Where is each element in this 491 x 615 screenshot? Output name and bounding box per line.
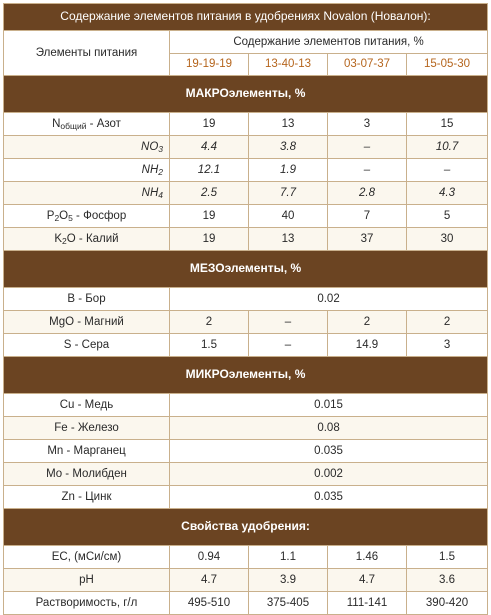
table-cell: 1.9 <box>249 159 328 182</box>
meso-section-title: МЕЗОэлементы, % <box>4 251 488 288</box>
content-header: Содержание элементов питания, % <box>170 31 488 54</box>
table-cell: 19 <box>170 205 249 228</box>
table-title: Содержание элементов питания в удобрениях Novalon (Новалон): <box>4 4 488 31</box>
table-cell: 4.3 <box>407 182 488 205</box>
table-cell: – <box>249 334 328 357</box>
sulfur-label: S - Сера <box>4 334 170 357</box>
elements-header: Элементы питания <box>4 31 170 76</box>
table-cell: 13 <box>249 113 328 136</box>
table-cell: 3.8 <box>249 136 328 159</box>
table-cell: 4.4 <box>170 136 249 159</box>
table-cell: 13 <box>249 228 328 251</box>
table-cell: 14.9 <box>328 334 407 357</box>
table-cell: – <box>407 159 488 182</box>
table-cell: 3.6 <box>407 569 488 592</box>
ec-label: EC, (мСи/см) <box>4 546 170 569</box>
table-cell: 5 <box>407 205 488 228</box>
properties-section-title: Свойства удобрения: <box>4 509 488 546</box>
grade-header: 19-19-19 <box>170 54 249 76</box>
potassium-label: $K_2O$ - Калий <box>4 228 170 251</box>
table-cell: 0.94 <box>170 546 249 569</box>
table-cell: 390-420 <box>407 592 488 615</box>
table-row <box>4 569 488 592</box>
table-cell: 375-405 <box>249 592 328 615</box>
table-row <box>4 592 488 615</box>
table-cell: – <box>328 159 407 182</box>
table-cell: 1.5 <box>407 546 488 569</box>
table-cell: 40 <box>249 205 328 228</box>
table-row <box>4 182 488 205</box>
molybdenum-label: Mo - Молибден <box>4 463 170 486</box>
table-cell: 0.035 <box>170 440 488 463</box>
phosphorus-label: $P_2O_5$ - Фосфор <box>4 205 170 228</box>
no3-label: $NO_3$ <box>4 136 170 159</box>
macro-section-title: МАКРОэлементы, % <box>4 76 488 113</box>
table-cell: 3.9 <box>249 569 328 592</box>
table-row <box>4 417 488 440</box>
table-cell: 4.7 <box>328 569 407 592</box>
nitrogen-label: $N_{общий}$ - Азот <box>4 113 170 136</box>
table-cell: 1.1 <box>249 546 328 569</box>
nh4-label: $NH_4$ <box>4 182 170 205</box>
table-row <box>4 334 488 357</box>
magnesium-label: MgO - Магний <box>4 311 170 334</box>
table-row <box>4 136 488 159</box>
table-row <box>4 311 488 334</box>
table-cell: 2 <box>407 311 488 334</box>
table-row <box>4 486 488 509</box>
table-cell: 0.035 <box>170 486 488 509</box>
nutrient-table <box>3 3 488 615</box>
table-row <box>4 205 488 228</box>
table-row <box>4 440 488 463</box>
table-cell: 30 <box>407 228 488 251</box>
grade-header: 13-40-13 <box>249 54 328 76</box>
ph-label: pH <box>4 569 170 592</box>
table-cell: 12.1 <box>170 159 249 182</box>
table-cell: 4.7 <box>170 569 249 592</box>
table-cell: 37 <box>328 228 407 251</box>
table-row <box>4 228 488 251</box>
table-cell: 19 <box>170 228 249 251</box>
table-cell: 19 <box>170 113 249 136</box>
table-cell: 15 <box>407 113 488 136</box>
solubility-label: Растворимость, г/л <box>4 592 170 615</box>
table-cell: 2.5 <box>170 182 249 205</box>
table-cell: 0.002 <box>170 463 488 486</box>
table-cell: 3 <box>328 113 407 136</box>
table-cell: 1.46 <box>328 546 407 569</box>
table-row <box>4 394 488 417</box>
micro-section-title: МИКРОэлементы, % <box>4 357 488 394</box>
boron-label: B - Бор <box>4 288 170 311</box>
table-cell: – <box>328 136 407 159</box>
table-row <box>4 159 488 182</box>
table-cell: 0.015 <box>170 394 488 417</box>
table-row <box>4 463 488 486</box>
table-cell: 10.7 <box>407 136 488 159</box>
copper-label: Cu - Медь <box>4 394 170 417</box>
table-cell: 2 <box>170 311 249 334</box>
table-cell: 2.8 <box>328 182 407 205</box>
manganese-label: Mn - Марганец <box>4 440 170 463</box>
iron-label: Fe - Железо <box>4 417 170 440</box>
grade-header: 15-05-30 <box>407 54 488 76</box>
table-cell: 495-510 <box>170 592 249 615</box>
table-row <box>4 288 488 311</box>
table-cell: 3 <box>407 334 488 357</box>
table-cell: 0.02 <box>170 288 488 311</box>
table-cell: 111-141 <box>328 592 407 615</box>
table-cell: 7 <box>328 205 407 228</box>
table-cell: 0.08 <box>170 417 488 440</box>
table-row <box>4 546 488 569</box>
table-row <box>4 113 488 136</box>
grade-header: 03-07-37 <box>328 54 407 76</box>
table-cell: 7.7 <box>249 182 328 205</box>
zinc-label: Zn - Цинк <box>4 486 170 509</box>
table-cell: 2 <box>328 311 407 334</box>
table-cell: – <box>249 311 328 334</box>
nh2-label: $NH_2$ <box>4 159 170 182</box>
table-cell: 1.5 <box>170 334 249 357</box>
